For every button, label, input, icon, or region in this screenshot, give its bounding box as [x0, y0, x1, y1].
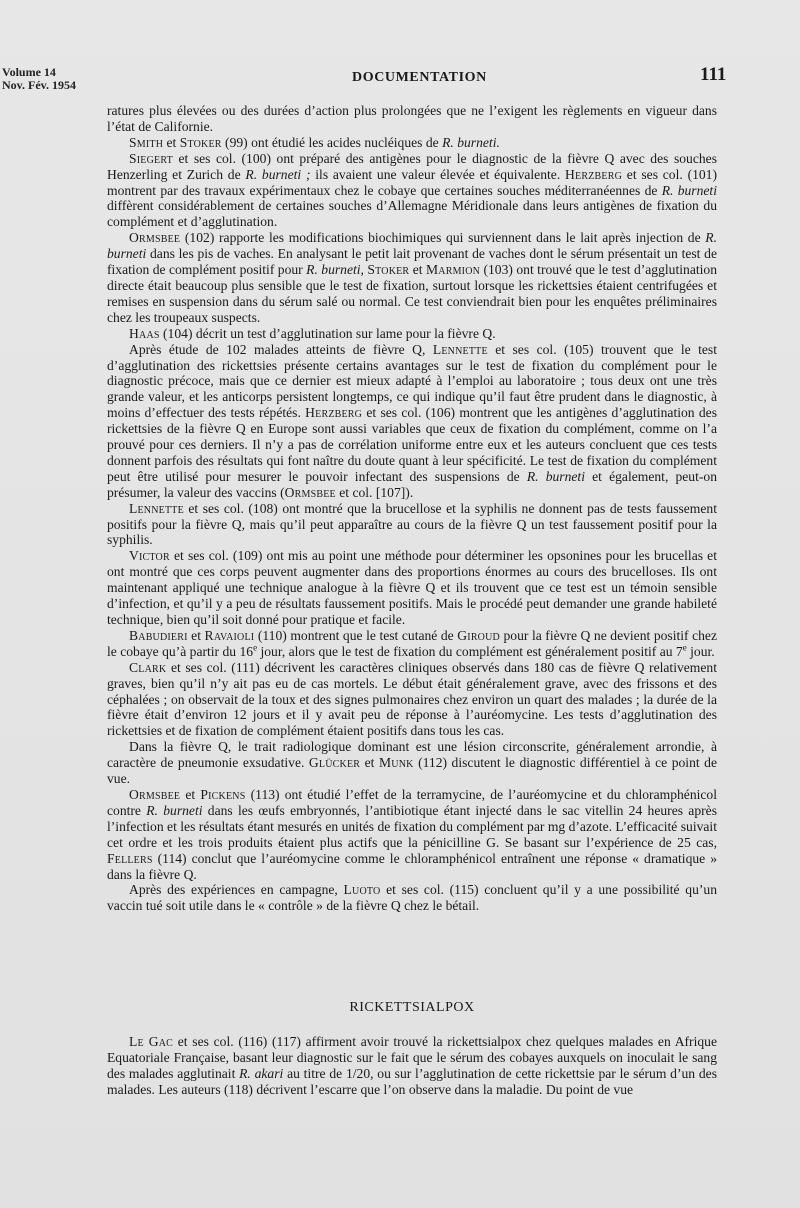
author-name: Ormsbee: [284, 484, 336, 500]
text-run: et: [163, 134, 180, 150]
text-run: et ses col. (109) ont mis au point une méthode pour déterminer les opsonines pour les brucellas et ont montré que ces corps peuvent augmenter dans des proportions énormes au cours des brucelloses. Ils ont maintenant appliqué une technique analogue à la fièvre Q et ils trouvent que ce test est un témoin sensible d’infection, et qu’il y a peu de résultats faussement positifs. Mais le procédé peut demander une grande habileté technique, bien qu’il soit donné pour pratique et facile.: [107, 548, 717, 627]
paragraph: [107, 135, 717, 151]
text-run: et: [187, 627, 205, 643]
main-text: [107, 103, 717, 914]
text-run: e: [682, 642, 687, 653]
species-name: R. burneti,: [306, 262, 364, 278]
text-run: pour la fièvre Q ne devient positif chez le cobaye qu’à partir du 16: [107, 627, 717, 659]
text-run: dans les pis de vaches. En analysant le petit lait provenant de vaches dont le sérum présentait un test de fixation de complément positif pour: [107, 246, 717, 278]
author-name: Ormsbee: [129, 786, 181, 802]
header-volume-info: [2, 66, 76, 92]
text-run: et: [360, 755, 379, 771]
text-run: et: [409, 262, 426, 278]
author-name: Munk: [379, 755, 414, 771]
author-name: Lennette: [129, 500, 184, 516]
paragraph: [107, 230, 717, 325]
text-run: et ses col. (116) (117) affirment avoir trouvé la rickettsialpox chez quelques malades en Afrique Equatoriale Française, basant leur diagnostic sur le fait que le sérum des cobayes auxquels on inoculait le sang des malades agglutinait: [107, 1034, 717, 1081]
author-name: Glücker: [308, 755, 361, 771]
author-name: Fellers: [107, 850, 153, 866]
paragraph: [107, 501, 717, 549]
header-volume: Volume 14: [2, 65, 56, 79]
text-run: et col. [107]).: [335, 484, 414, 500]
paragraph: [107, 1034, 717, 1098]
paragraph: [107, 739, 717, 787]
author-name: Haas: [129, 325, 160, 341]
paragraph: [107, 628, 717, 660]
author-name: Victor: [129, 548, 170, 564]
paragraph: [107, 151, 717, 231]
paragraph: [107, 660, 717, 740]
species-name: R. burneti.: [442, 134, 500, 150]
text-run: Dans la fièvre Q, le trait radiologique dominant est une lésion circonscrite, généralement arrondie, à caractère de pneumonie exsudative.: [107, 739, 717, 771]
author-name: Luoto: [343, 882, 381, 898]
text-run: (110) montrent que le test cutané de: [254, 627, 458, 643]
species-name: R. burneti ;: [245, 166, 311, 182]
species-name: R. burneti: [661, 182, 717, 198]
paragraph: [107, 326, 717, 342]
text-run: ils avaient une valeur élevée et équivalente.: [310, 166, 566, 182]
paragraph: [107, 882, 717, 914]
author-name: Clark: [129, 659, 167, 675]
author-name: Smith: [129, 134, 164, 150]
text-run: e: [253, 642, 258, 653]
species-name: R. burneti: [146, 802, 203, 818]
author-name: Babudieri: [129, 627, 188, 643]
text-run: (99) ont étudié les acides nucléiques de: [221, 134, 443, 150]
text-run: (113) ont étudié l’effet de la terramycine, de l’auréomycine et du chloramphénicol contre: [107, 786, 718, 818]
text-run: et ses col. (105) trouvent que le test d’agglutination des rickettsies présente certains avantages sur le test de fixation du complément pour le diagnostic précoce, mais que ce dernier est mieux adapté à l’emploi au laboratoire ; tous deux ont une très grande valeur, et les anticorps persistent longtemps, ce qui indique qu’il faut être prudent dans le diagnostic, à moins d’effectuer des tests répétés.: [107, 341, 717, 421]
paragraph: [107, 103, 717, 135]
section-text: [107, 1034, 717, 1098]
text-run: au titre de 1/20, ou sur l’agglutination de cette rickettsie par le sérum d’un des malades. Les auteurs (118) décrivent l’escarre que l’on observe dans la maladie. Du point de vue: [107, 1065, 717, 1097]
text-run: (114) conclut que l’auréomycine comme le chloramphénicol entraînent une réponse « dramatique » dans la fièvre Q.: [107, 850, 717, 882]
text-run: et également, peut-on présumer, la valeur des vaccins (: [107, 468, 718, 500]
author-name: Pickens: [200, 786, 246, 802]
section-title: RICKETTSIALPOX: [349, 1000, 475, 1015]
text-run: jour, alors que le test de fixation du complément est généralement positif au 7: [257, 643, 683, 659]
text-run: (103) ont trouvé que le test d’agglutination directe était beaucoup plus sensible que le test de fixation, surtout lorsque les rickettsies étaient centrifugées et remises en suspension dans du sérum salé ou normal. Ce test conviendrait bien pour les enquêtes préliminaires chez les troupeaux suspects.: [107, 262, 717, 325]
text-run: et ses col. (115) concluent qu’il y a une possibilité qu’un vaccin tué soit utile dans le « contrôle » de la fièvre Q chez le bétail.: [107, 882, 717, 914]
text-run: et ses col. (108) ont montré que la brucellose et la syphilis ne donnent pas de tests faussement positifs pour la fièvre Q, mais qu’il peut apparaître au cours de la fièvre Q un test faussement positif pour la syphilis.: [107, 500, 717, 548]
text-run: (102) rapporte les modifications biochimiques qui surviennent dans le lait après injection de: [180, 230, 706, 246]
text-run: et: [180, 786, 201, 802]
running-title: DOCUMENTATION: [352, 70, 487, 85]
author-name: Giroud: [457, 627, 500, 643]
author-name: Herzberg: [565, 166, 622, 182]
text-run: ratures plus élevées ou des durées d’action plus prolongées que ne l’exigent les règlements en vigueur dans l’état de Californie.: [107, 103, 717, 134]
author-name: Ravaioli: [204, 627, 255, 643]
text-run: et ses col. (100) ont préparé des antigènes pour le diagnostic de la fièvre Q avec des souches Henzerling et Zurich de: [107, 150, 717, 182]
author-name: Marmion: [426, 262, 481, 278]
author-name: Stoker: [179, 134, 222, 150]
author-name: Lennette: [432, 341, 488, 357]
text-run: dans les œufs embryonnés, l’antibiotique étant injecté dans le sac vitellin 24 heures après l’infection et les résultats étant mesurés en unités de fixation du complément par mg d’azote. L’efficacité suivait cet ordre et les trois produits étaient plus actifs que la pénicilline G. Se basant sur l’expérience de 25 cas,: [107, 802, 717, 850]
species-name: R. burneti: [526, 468, 585, 484]
text-run: Après des expériences en campagne,: [129, 882, 344, 898]
text-run: et ses col. (101) montrent par des travaux expérimentaux chez le cobaye que certaines souches méditerranéennes de: [107, 166, 718, 198]
text-run: (112) discutent le diagnostic différentiel à ce point de vue.: [107, 755, 718, 787]
header-date: Nov. Fév. 1954: [2, 78, 76, 92]
text-run: Après étude de 102 malades atteints de fièvre Q,: [129, 341, 433, 357]
paragraph: [107, 342, 717, 501]
text-run: (104) décrit un test d’agglutination sur lame pour la fièvre Q.: [159, 325, 496, 341]
text-run: et ses col. (111) décrivent les caractères cliniques observés dans 180 cas de fièvre Q relativement graves, bien qu’il n’y ait pas eu de cas mortels. Le début était généralement grave, avec des frissons et des céphalées ; on observait de la toux et des signes pulmonaires chez environ un quart des malades ; la durée de la fièvre était d’environ 12 jours et il y avait peu de réponse à l’auréomycine. Les tests d’agglutination des rickettsies et de fixation de complément étaient positifs dans tous les cas.: [107, 659, 717, 739]
author-name: Ormsbee: [129, 230, 181, 246]
species-name: R. burneti: [107, 230, 717, 262]
text-run: diffèrent considérablement de certaines souches d’Allemagne Méridionale dans leurs antigènes de fixation du complément et d’agglutination.: [107, 198, 717, 230]
paragraph: [107, 548, 717, 628]
text-run: et ses col. (106) montrent que les antigènes d’agglutination des rickettsies de la fièvre Q en Europe sont aussi variables que ceux de fixation du complément, comme on l’a prouvé pour ces derniers. Il n’y a pas de corrélation uniforme entre eux et les auteurs concluent que ces tests donnent parfois des résultats qui font naître du doute quant à leur spécificité. Le test de fixation du complément peut être utilisé pour mesurer le pouvoir infectant des suspensions de: [107, 405, 717, 484]
author-name: Le Gac: [129, 1034, 174, 1049]
species-name: R. akari: [239, 1065, 284, 1081]
text-run: jour.: [686, 643, 715, 659]
paragraph: [107, 787, 717, 882]
author-name: Siegert: [129, 150, 173, 166]
page-number: 111: [700, 64, 727, 85]
author-name: Herzberg: [305, 405, 363, 421]
author-name: Stoker: [367, 262, 410, 278]
